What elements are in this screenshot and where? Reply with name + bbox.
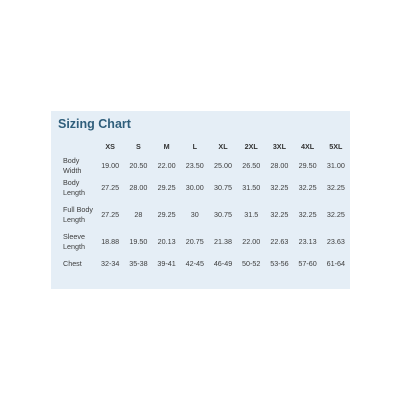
sizing-chart-card [51,111,350,289]
table-cell: 28.00 [270,161,289,170]
table-cell: 29.25 [157,183,176,192]
table-cell: 32.25 [326,210,345,219]
table-cell: 22.63 [270,237,289,246]
table-cell: 26.50 [242,161,261,170]
size-header: 3XL [272,142,286,151]
table-cell: 22.00 [157,161,176,170]
table-cell: 20.50 [129,161,148,170]
table-cell: 23.13 [298,237,317,246]
table-cell: 28.00 [129,183,148,192]
table-cell: 32.25 [270,210,289,219]
table-cell: 21.38 [214,237,232,246]
row-label: Chest [63,258,82,268]
table-cell: 28 [134,210,143,219]
table-cell: 30.00 [185,183,204,192]
table-cell: 31.00 [326,161,345,170]
size-header-row [59,139,350,155]
table-cell: 31.5 [244,210,259,219]
table-row-body-width [59,155,350,177]
table-cell: 32.25 [270,183,289,192]
table-cell: 31.50 [242,183,261,192]
table-cell: 35-38 [129,259,148,268]
row-label: Body Width [63,155,82,175]
table-cell: 32.25 [326,183,345,192]
table-cell: 57-60 [298,259,317,268]
table-cell: 53-56 [270,259,289,268]
size-header: L [192,142,197,151]
table-cell: 42-45 [185,259,204,268]
table-cell: 27.25 [101,183,120,192]
table-cell: 23.63 [326,237,345,246]
sizing-table [59,139,350,275]
table-cell: 23.50 [185,161,204,170]
table-cell: 32.25 [298,210,317,219]
table-cell: 25.00 [214,161,232,170]
table-row-body-length [59,177,350,199]
table-cell: 46-49 [213,259,233,268]
table-cell: 29.50 [298,161,317,170]
table-cell: 50-52 [242,259,261,268]
table-cell: 19.00 [101,161,120,170]
row-label: Body Length [63,177,85,197]
sizing-chart-title: Sizing Chart [58,117,131,131]
table-row-full-body-length [59,199,350,231]
table-cell: 29.25 [157,210,176,219]
size-header: XL [218,142,228,151]
header-corner [59,139,96,155]
table-cell: 20.13 [157,237,176,246]
size-header: S [136,142,141,151]
table-cell: 22.00 [242,237,261,246]
size-header: 5XL [329,142,343,151]
size-header: M [163,142,170,151]
table-cell: 39-41 [157,259,176,268]
row-label: Sleeve Length [63,231,85,251]
table-row-sleeve-length [59,231,350,253]
table-cell: 20.75 [185,237,204,246]
size-header: XS [105,142,115,151]
table-cell: 19.50 [129,237,148,246]
table-cell: 30 [190,210,199,219]
size-header: 4XL [301,142,315,151]
table-cell: 61-64 [326,259,346,268]
table-cell: 30.75 [214,183,232,192]
row-label: Full Body Length [63,204,93,224]
table-cell: 32.25 [298,183,317,192]
table-cell: 18.88 [101,237,120,246]
table-cell: 27.25 [101,210,120,219]
table-row-chest [59,253,350,275]
size-header: 2XL [244,142,258,151]
table-cell: 30.75 [214,210,232,219]
table-cell: 32-34 [101,259,120,268]
